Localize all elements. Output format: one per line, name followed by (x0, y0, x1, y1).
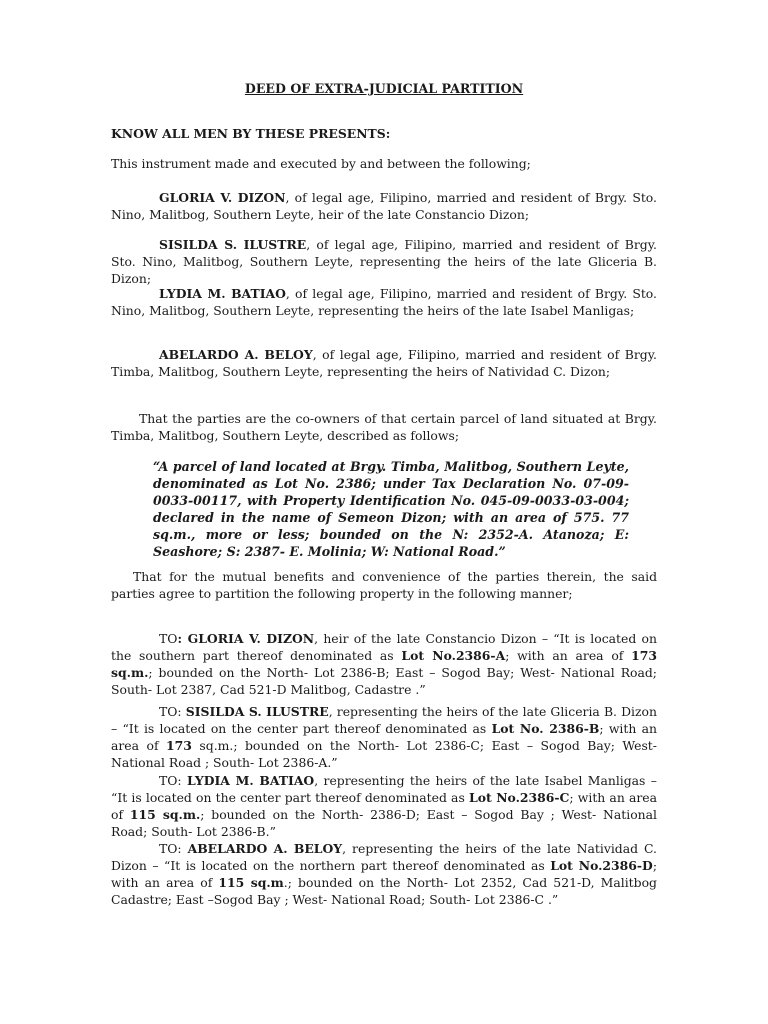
party-paragraph (111, 189, 657, 223)
party-paragraph (111, 346, 657, 380)
allocation-text: ; with an area of (505, 648, 632, 663)
allocation-to: TO: (159, 704, 186, 719)
allocation-name: SISILDA S. ILUSTRE (185, 704, 329, 719)
party-paragraph (111, 285, 657, 319)
allocation-text: , representing the heirs of the late Natividad C. Dizon – “It is located on the northern part thereof denominated as (111, 841, 657, 873)
allocation-name: : GLORIA V. DIZON (177, 631, 315, 646)
party-name: ABELARDO A. BELOY (159, 347, 313, 362)
party-text: , of legal age, Filipino, married and resident of Brgy. Sto. Nino, Malitbog, Southern Leyte, representing the heirs of the late Gliceria B. Dizon; (111, 237, 657, 286)
allocation-text: ; with an area of (111, 858, 657, 890)
opening-heading: KNOW ALL MEN BY THESE PRESENTS: (111, 126, 391, 141)
allocation-to: TO (159, 631, 178, 646)
allocation-paragraph (111, 840, 657, 908)
party-text: , of legal age, Filipino, married and resident of Brgy. Sto. Nino, Malitbog, Southern Leyte, representing the heirs of the late Isabel Manligas; (111, 286, 657, 318)
allocation-to: TO: (159, 773, 187, 788)
allocation-to: TO: (159, 841, 188, 856)
allocation-text: ; with an area of (111, 721, 657, 753)
party-text: , of legal age, Filipino, married and resident of Brgy. Timba, Malitbog, Southern Leyte, representing the heirs of Natividad C. Dizon; (111, 347, 658, 379)
allocation-lot: Lot No. 2386-B (491, 721, 600, 736)
party-text: , of legal age, Filipino, married and resident of Brgy. Sto. Nino, Malitbog, Southern Leyte, heir of the late Constancio Dizon; (111, 190, 657, 222)
party-name: LYDIA M. BATIAO (159, 286, 286, 301)
allocation-paragraph (111, 772, 657, 840)
allocation-area: 115 sq.m (218, 875, 284, 890)
allocation-area: 173 (166, 738, 192, 753)
allocation-lot: Lot No.2386-A (401, 648, 506, 663)
allocation-paragraph (111, 703, 657, 771)
allocation-lot: Lot No.2386-D (550, 858, 653, 873)
allocation-text: ; with an area of (111, 790, 657, 822)
allocation-text: , representing the heirs of the late Gliceria B. Dizon – “It is located on the center part thereof denominated as (111, 704, 657, 736)
allocation-area: 173 sq.m. (111, 648, 657, 680)
coowners-paragraph: That the parties are the co-owners of that certain parcel of land situated at Brgy. Timba, Malitbog, Southern Leyte, described as follows; (111, 411, 657, 443)
property-description: “A parcel of land located at Brgy. Timba, Malitbog, Southern Leyte, denominated as Lot No. 2386; under Tax Declaration No. 07-09-0033-00117, with Property Identification No. 045-09-0033-03-004; declared in the name of Semeon Dizon; with an area of 575. 77 sq.m., more or less; bounded on the N: 2352-A. Atanoza; E: Seashore; S: 2387- E. Molinia; W: National Road.” (153, 459, 629, 559)
document-title: DEED OF EXTRA-JUDICIAL PARTITION (244, 81, 524, 96)
allocation-name: ABELARDO A. BELOY (187, 841, 343, 856)
allocation-text: .; bounded on the North- Lot 2352, Cad 521-D, Malitbog Cadastre; East –Sogod Bay ; West- National Road; South- Lot 2386-C .” (111, 875, 657, 907)
allocation-paragraph (111, 630, 657, 698)
agreement-paragraph: That for the mutual benefits and convenience of the parties therein, the said parties agree to partition the following property in the following manner; (111, 569, 657, 601)
party-name: GLORIA V. DIZON (159, 190, 286, 205)
allocation-name: LYDIA M. BATIAO (186, 773, 315, 788)
party-paragraph (111, 236, 657, 287)
allocation-text: , representing the heirs of the late Isabel Manligas – “It is located on the center part thereof denominated as (111, 773, 657, 805)
allocation-text: ; bounded on the North- Lot 2386-B; East – Sogod Bay; West- National Road; South- Lot 2387, Cad 521-D Malitbog, Cadastre .” (111, 665, 657, 697)
allocation-text: sq.m.; bounded on the North- Lot 2386-C; East – Sogod Bay; West- National Road ; South- Lot 2386-A.” (111, 738, 657, 770)
allocation-lot: Lot No.2386-C (468, 790, 570, 805)
allocation-text: ; bounded on the North- 2386-D; East – Sogod Bay ; West- National Road; South- Lot 2386-B.” (111, 807, 657, 839)
intro-paragraph: This instrument made and executed by and between the following; (111, 156, 531, 171)
allocation-area: 115 sq.m. (129, 807, 201, 822)
party-name: SISILDA S. ILUSTRE (159, 237, 307, 252)
allocation-text: , heir of the late Constancio Dizon – “It is located on the southern part thereof denominated as (111, 631, 657, 663)
